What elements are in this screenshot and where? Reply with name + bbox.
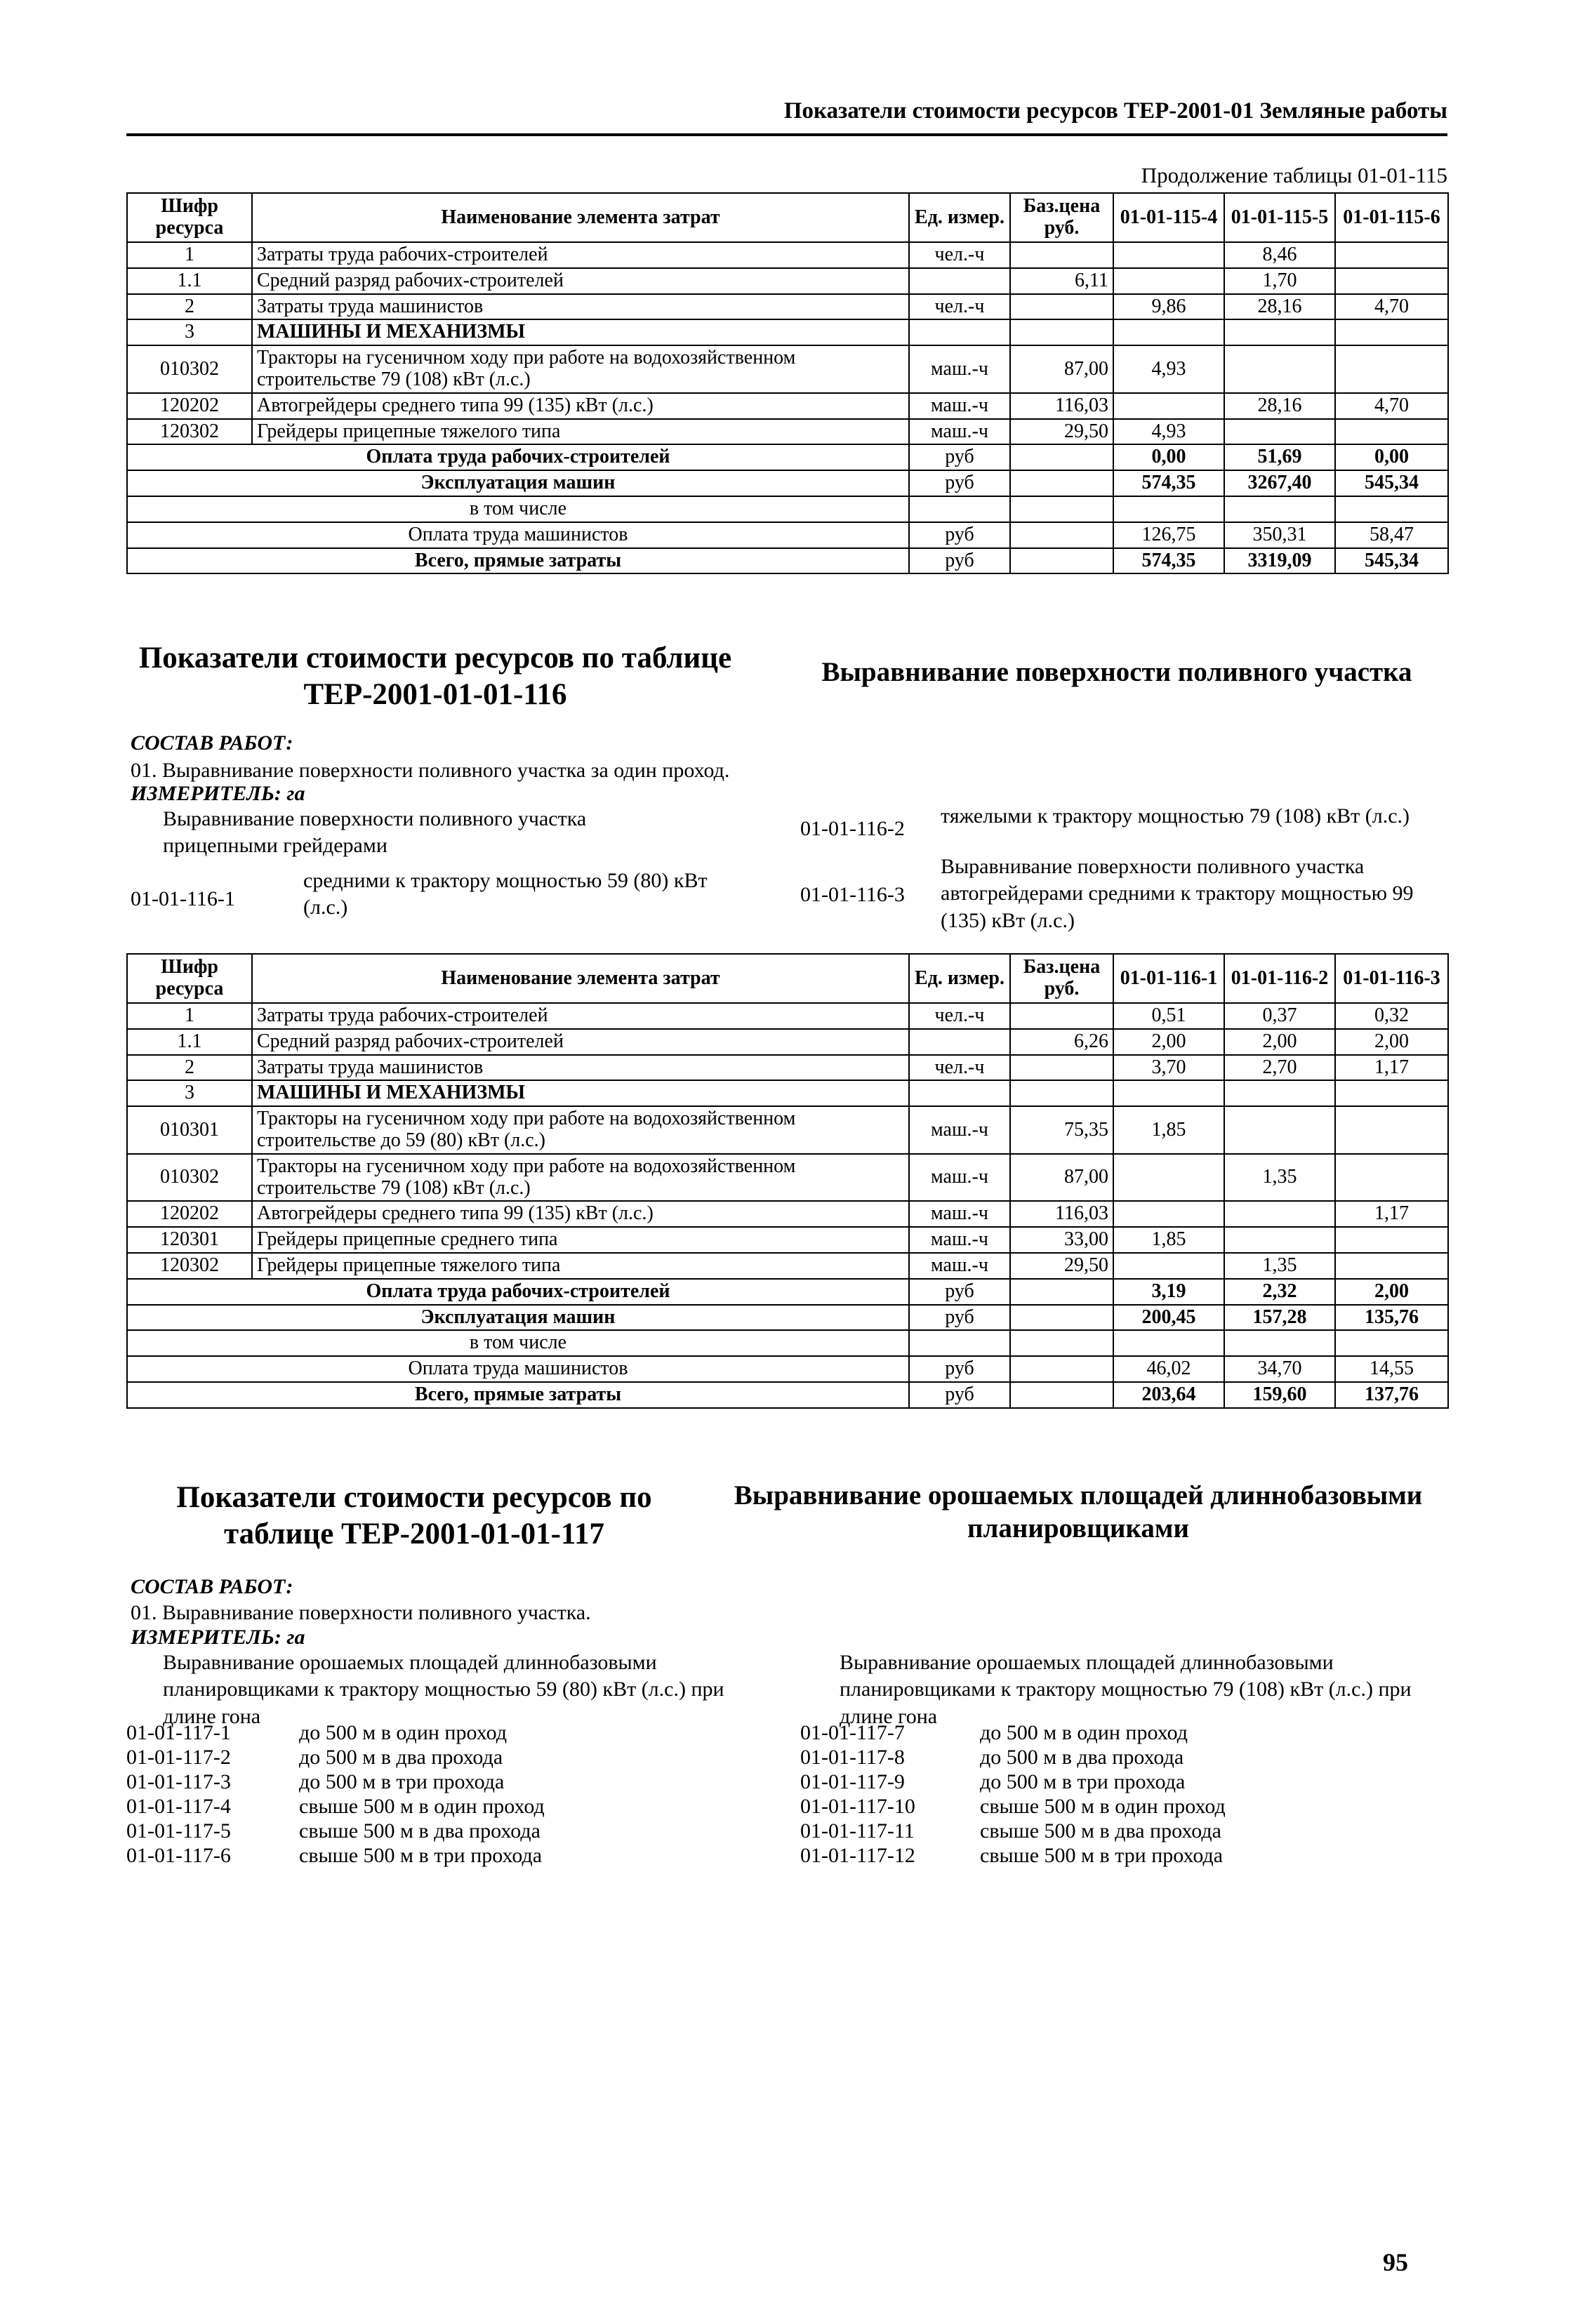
cell-value-2: 1,35 <box>1224 1154 1335 1202</box>
table-row <box>127 242 1448 268</box>
summary-label: в том числе <box>127 1330 909 1356</box>
header-price: Баз.цена руб. <box>1010 193 1113 242</box>
cell-price: 6,11 <box>1010 268 1113 294</box>
works-label: СОСТАВ РАБОТ: <box>131 731 293 755</box>
cell-price: 29,50 <box>1010 1253 1113 1279</box>
cell-unit: руб <box>909 1305 1010 1331</box>
item-description: свыше 500 м в один проход <box>980 1795 1226 1818</box>
summary-label: в том числе <box>127 496 909 522</box>
item-description: до 500 м в два прохода <box>299 1746 503 1769</box>
cell-code: 120302 <box>127 1253 252 1279</box>
summary-row <box>127 522 1448 548</box>
left-intro-117: Выравнивание орошаемых площадей длиннобазовыми планировщиками к трактору мощностью 59 (80) кВт (л.с.) при длине гона <box>163 1651 724 1728</box>
summary-label: Эксплуатация машин <box>127 470 909 496</box>
cell-price <box>1010 319 1113 345</box>
cell-code: 2 <box>127 1055 252 1081</box>
summary-row <box>127 1330 1448 1356</box>
list-item <box>800 1769 1185 1795</box>
cell-value-1: 3,19 <box>1113 1279 1224 1305</box>
summary-label: Оплата труда рабочих-строителей <box>127 444 909 470</box>
cell-price <box>1010 1055 1113 1081</box>
item-description: свыше 500 м в три прохода <box>299 1844 543 1867</box>
cell-price: 75,35 <box>1010 1106 1113 1154</box>
cell-unit: чел.-ч <box>909 1055 1010 1081</box>
cell-value-2 <box>1224 1227 1335 1253</box>
cell-value-2 <box>1224 1106 1335 1154</box>
cell-value-3 <box>1335 1106 1448 1154</box>
summary-row <box>127 548 1448 574</box>
item-code: 01-01-117-4 <box>126 1795 231 1818</box>
cell-unit: маш.-ч <box>909 1201 1010 1227</box>
cell-value-3: 0,32 <box>1335 1003 1448 1029</box>
header-col1: 01-01-116-1 <box>1113 954 1224 1003</box>
cell-value-3 <box>1335 1253 1448 1279</box>
table-header-row <box>127 193 1448 242</box>
item-code: 01-01-117-6 <box>126 1844 231 1867</box>
cell-price: 29,50 <box>1010 419 1113 445</box>
cell-value-1 <box>1113 268 1224 294</box>
cell-code: 2 <box>127 294 252 320</box>
cell-value-2: 2,70 <box>1224 1055 1335 1081</box>
resource-table-116 <box>126 953 1449 1409</box>
header-unit: Ед. измер. <box>909 193 1010 242</box>
table-row <box>127 419 1448 445</box>
cell-name: Автогрейдеры среднего типа 99 (135) кВт (л.с.) <box>252 393 909 419</box>
header-col2: 01-01-115-5 <box>1224 193 1335 242</box>
summary-row <box>127 1279 1448 1305</box>
cell-price <box>1010 1279 1113 1305</box>
summary-row <box>127 1305 1448 1331</box>
item-code: 01-01-117-12 <box>800 1844 915 1867</box>
cell-value-2 <box>1224 1330 1335 1356</box>
section-117-title: Показатели стоимости ресурсов по таблице ТЕР-2001-01-01-117 <box>176 1481 652 1551</box>
cell-value-2 <box>1224 1201 1335 1227</box>
cell-name: Автогрейдеры среднего типа 99 (135) кВт (л.с.) <box>252 1201 909 1227</box>
summary-row <box>127 470 1448 496</box>
list-item <box>126 1769 504 1795</box>
item-description: свыше 500 м в два прохода <box>980 1819 1221 1842</box>
cell-unit <box>909 496 1010 522</box>
summary-label: Всего, прямые затраты <box>127 1382 909 1408</box>
cell-name: Затраты труда рабочих-строителей <box>252 1003 909 1029</box>
cell-code: 010301 <box>127 1106 252 1154</box>
cell-price: 87,00 <box>1010 345 1113 393</box>
cell-value-3 <box>1335 1154 1448 1202</box>
cell-value-2: 0,37 <box>1224 1003 1335 1029</box>
cell-value-1: 126,75 <box>1113 522 1224 548</box>
cell-value-3: 1,17 <box>1335 1055 1448 1081</box>
cell-unit: маш.-ч <box>909 345 1010 393</box>
header-code: Шифр ресурса <box>127 954 252 1003</box>
summary-label: Всего, прямые затраты <box>127 548 909 574</box>
item-description: до 500 м в три прохода <box>299 1770 505 1793</box>
item-code: 01-01-117-8 <box>800 1746 905 1769</box>
cell-name: Средний разряд рабочих-строителей <box>252 268 909 294</box>
list-item <box>126 1720 507 1746</box>
cell-value-2 <box>1224 419 1335 445</box>
cell-name: Затраты труда машинистов <box>252 294 909 320</box>
cell-unit: руб <box>909 1279 1010 1305</box>
cell-price <box>1010 1356 1113 1382</box>
cell-price <box>1010 548 1113 574</box>
cell-unit: руб <box>909 1356 1010 1382</box>
works-item-117: 01. Выравнивание поверхности поливного участка. <box>131 1601 591 1624</box>
cell-value-2 <box>1224 496 1335 522</box>
cell-value-3 <box>1335 1080 1448 1106</box>
works-label-117: СОСТАВ РАБОТ: <box>131 1575 293 1598</box>
item-description: до 500 м в два прохода <box>980 1746 1184 1769</box>
table-row <box>127 1253 1448 1279</box>
cell-price: 87,00 <box>1010 1154 1113 1202</box>
cell-value-3 <box>1335 268 1448 294</box>
cell-price <box>1010 1003 1113 1029</box>
cell-name: Тракторы на гусеничном ходу при работе на водохозяйственном строительстве до 59 (80) кВт (л.с.) <box>252 1106 909 1154</box>
cell-unit: маш.-ч <box>909 419 1010 445</box>
cell-name: Затраты труда машинистов <box>252 1055 909 1081</box>
resource-table-115 <box>126 192 1449 574</box>
header-col3: 01-01-116-3 <box>1335 954 1448 1003</box>
table-row <box>127 294 1448 320</box>
cell-value-2: 8,46 <box>1224 242 1335 268</box>
section-116-subtitle: Выравнивание поверхности поливного участка <box>821 657 1412 687</box>
cell-value-3: 1,17 <box>1335 1201 1448 1227</box>
cell-value-1: 9,86 <box>1113 294 1224 320</box>
desc-116-2: тяжелыми к трактору мощностью 79 (108) кВт (л.с.) <box>941 804 1410 828</box>
table-row <box>127 319 1448 345</box>
cell-value-2 <box>1224 1080 1335 1106</box>
cell-value-1: 0,00 <box>1113 444 1224 470</box>
cell-price <box>1010 242 1113 268</box>
cell-code: 010302 <box>127 1154 252 1202</box>
list-item <box>126 1793 545 1820</box>
table-header-row <box>127 954 1448 1003</box>
page-number: 95 <box>1383 2248 1408 2276</box>
cell-code: 120202 <box>127 1201 252 1227</box>
cell-price <box>1010 470 1113 496</box>
works-item: 01. Выравнивание поверхности поливного участка за один проход. <box>131 759 730 782</box>
cell-value-3 <box>1335 242 1448 268</box>
cell-unit: маш.-ч <box>909 1253 1010 1279</box>
cell-name: Средний разряд рабочих-строителей <box>252 1029 909 1055</box>
cell-code: 3 <box>127 1080 252 1106</box>
list-item <box>800 1842 1223 1869</box>
cell-unit: руб <box>909 470 1010 496</box>
cell-value-2: 51,69 <box>1224 444 1335 470</box>
cell-code: 1 <box>127 242 252 268</box>
cell-unit: чел.-ч <box>909 294 1010 320</box>
cell-name: Затраты труда рабочих-строителей <box>252 242 909 268</box>
desc-116-1: средними к трактору мощностью 59 (80) кВт (л.с.) <box>303 869 708 919</box>
code-116-3: 01-01-116-3 <box>800 883 905 906</box>
cell-unit: маш.-ч <box>909 1106 1010 1154</box>
cell-unit <box>909 319 1010 345</box>
item-description: до 500 м в один проход <box>980 1721 1188 1744</box>
cell-code: 010302 <box>127 345 252 393</box>
section-116-title: Показатели стоимости ресурсов по таблице ТЕР-2001-01-01-116 <box>138 642 732 711</box>
cell-value-1: 0,51 <box>1113 1003 1224 1029</box>
cell-value-3 <box>1335 419 1448 445</box>
page-header-title: Показатели стоимости ресурсов ТЕР-2001-01 Земляные работы <box>783 98 1447 124</box>
cell-price: 6,26 <box>1010 1029 1113 1055</box>
item-code: 01-01-117-9 <box>800 1770 905 1793</box>
meter-label: ИЗМЕРИТЕЛЬ: га <box>131 782 305 805</box>
item-code: 01-01-117-1 <box>126 1721 231 1744</box>
item-description: свыше 500 м в два прохода <box>299 1819 541 1842</box>
cell-price: 116,03 <box>1010 393 1113 419</box>
cell-value-3 <box>1335 345 1448 393</box>
cell-value-1: 1,85 <box>1113 1227 1224 1253</box>
cell-unit: руб <box>909 548 1010 574</box>
cell-unit: чел.-ч <box>909 242 1010 268</box>
header-rule <box>126 133 1447 136</box>
cell-unit: маш.-ч <box>909 1154 1010 1202</box>
cell-code: 1 <box>127 1003 252 1029</box>
cell-price <box>1010 496 1113 522</box>
list-item <box>800 1744 1184 1771</box>
header-name: Наименование элемента затрат <box>252 954 909 1003</box>
section-117-subtitle: Выравнивание орошаемых площадей длиннобазовыми планировщиками <box>734 1480 1423 1543</box>
cell-price <box>1010 1080 1113 1106</box>
cell-value-1 <box>1113 393 1224 419</box>
item-description: до 500 м в три прохода <box>980 1770 1186 1793</box>
list-item <box>126 1842 542 1869</box>
header-price: Баз.цена руб. <box>1010 954 1113 1003</box>
list-item <box>800 1818 1221 1845</box>
cell-value-1 <box>1113 496 1224 522</box>
cell-value-2: 3319,09 <box>1224 548 1335 574</box>
cell-value-1 <box>1113 1253 1224 1279</box>
table-row <box>127 1201 1448 1227</box>
cell-code: 1.1 <box>127 268 252 294</box>
cell-value-3 <box>1335 1330 1448 1356</box>
cell-name: Тракторы на гусеничном ходу при работе на водохозяйственном строительстве 79 (108) кВт (л.с.) <box>252 1154 909 1202</box>
cell-name: Тракторы на гусеничном ходу при работе на водохозяйственном строительстве 79 (108) кВт (л.с.) <box>252 345 909 393</box>
cell-value-1: 574,35 <box>1113 470 1224 496</box>
table-row <box>127 1080 1448 1106</box>
cell-value-1 <box>1113 1201 1224 1227</box>
cell-price <box>1010 1305 1113 1331</box>
cell-name: Грейдеры прицепные тяжелого типа <box>252 419 909 445</box>
item-description: свыше 500 м в один проход <box>299 1795 545 1818</box>
cell-value-2 <box>1224 345 1335 393</box>
header-col3: 01-01-115-6 <box>1335 193 1448 242</box>
summary-row <box>127 444 1448 470</box>
cell-value-1: 574,35 <box>1113 548 1224 574</box>
list-item <box>800 1720 1188 1746</box>
cell-value-2: 34,70 <box>1224 1356 1335 1382</box>
cell-value-3: 4,70 <box>1335 393 1448 419</box>
cell-unit <box>909 268 1010 294</box>
table-row <box>127 1029 1448 1055</box>
cell-unit: чел.-ч <box>909 1003 1010 1029</box>
cell-code: 120302 <box>127 419 252 445</box>
cell-value-3: 545,34 <box>1335 548 1448 574</box>
table-row <box>127 1154 1448 1202</box>
cell-value-1 <box>1113 319 1224 345</box>
cell-value-3: 58,47 <box>1335 522 1448 548</box>
cell-value-1: 2,00 <box>1113 1029 1224 1055</box>
summary-label: Оплата труда рабочих-строителей <box>127 1279 909 1305</box>
cell-code: 3 <box>127 319 252 345</box>
item-code: 01-01-117-7 <box>800 1721 905 1744</box>
table-row <box>127 393 1448 419</box>
cell-price: 33,00 <box>1010 1227 1113 1253</box>
summary-label: Эксплуатация машин <box>127 1305 909 1331</box>
list-item <box>800 1793 1226 1820</box>
table-row <box>127 1106 1448 1154</box>
cell-code: 120202 <box>127 393 252 419</box>
meter-label-117: ИЗМЕРИТЕЛЬ: га <box>131 1626 305 1649</box>
table-continuation-note: Продолжение таблицы 01-01-115 <box>1141 163 1447 187</box>
header-name: Наименование элемента затрат <box>252 193 909 242</box>
cell-value-1 <box>1113 1154 1224 1202</box>
cell-value-1: 203,64 <box>1113 1382 1224 1408</box>
cell-value-3 <box>1335 319 1448 345</box>
list-item <box>126 1744 503 1771</box>
table-row <box>127 1003 1448 1029</box>
cell-unit: руб <box>909 1382 1010 1408</box>
cell-value-3: 0,00 <box>1335 444 1448 470</box>
item-code: 01-01-117-5 <box>126 1819 231 1842</box>
cell-unit: руб <box>909 444 1010 470</box>
cell-value-3 <box>1335 496 1448 522</box>
cell-value-2: 350,31 <box>1224 522 1335 548</box>
cell-unit: маш.-ч <box>909 393 1010 419</box>
summary-label: Оплата труда машинистов <box>127 1356 909 1382</box>
cell-value-2 <box>1224 319 1335 345</box>
cell-name: Грейдеры прицепные среднего типа <box>252 1227 909 1253</box>
desc-116-3: Выравнивание поверхности поливного участка автогрейдерами средними к трактору мощностью 99 (135) кВт (л.с.) <box>941 855 1414 932</box>
cell-value-3 <box>1335 1227 1448 1253</box>
table-row <box>127 1227 1448 1253</box>
header-unit: Ед. измер. <box>909 954 1010 1003</box>
cell-value-2: 28,16 <box>1224 393 1335 419</box>
table-row <box>127 268 1448 294</box>
cell-value-3: 2,00 <box>1335 1279 1448 1305</box>
cell-price <box>1010 522 1113 548</box>
header-col1: 01-01-115-4 <box>1113 193 1224 242</box>
cell-value-3: 135,76 <box>1335 1305 1448 1331</box>
cell-unit: маш.-ч <box>909 1227 1010 1253</box>
summary-row <box>127 1382 1448 1408</box>
header-col2: 01-01-116-2 <box>1224 954 1335 1003</box>
cell-value-1 <box>1113 1330 1224 1356</box>
method-intro: Выравнивание поверхности поливного участка прицепными грейдерами <box>163 807 587 858</box>
cell-value-2: 28,16 <box>1224 294 1335 320</box>
cell-value-1 <box>1113 1080 1224 1106</box>
cell-name: МАШИНЫ И МЕХАНИЗМЫ <box>252 1080 909 1106</box>
cell-unit <box>909 1330 1010 1356</box>
item-code: 01-01-117-3 <box>126 1770 231 1793</box>
cell-value-2: 1,70 <box>1224 268 1335 294</box>
cell-value-2: 2,32 <box>1224 1279 1335 1305</box>
code-116-2: 01-01-116-2 <box>800 817 905 840</box>
cell-value-1: 200,45 <box>1113 1305 1224 1331</box>
cell-unit: руб <box>909 522 1010 548</box>
cell-value-3: 137,76 <box>1335 1382 1448 1408</box>
summary-label: Оплата труда машинистов <box>127 522 909 548</box>
cell-value-2: 3267,40 <box>1224 470 1335 496</box>
cell-price <box>1010 1382 1113 1408</box>
table-row <box>127 1055 1448 1081</box>
cell-value-1 <box>1113 242 1224 268</box>
header-code: Шифр ресурса <box>127 193 252 242</box>
cell-code: 120301 <box>127 1227 252 1253</box>
cell-name: Грейдеры прицепные тяжелого типа <box>252 1253 909 1279</box>
cell-value-1: 3,70 <box>1113 1055 1224 1081</box>
cell-code: 1.1 <box>127 1029 252 1055</box>
cell-value-2: 1,35 <box>1224 1253 1335 1279</box>
item-description: до 500 м в один проход <box>299 1721 507 1744</box>
cell-value-3: 545,34 <box>1335 470 1448 496</box>
code-116-1: 01-01-116-1 <box>131 887 235 910</box>
item-code: 01-01-117-10 <box>800 1795 915 1818</box>
cell-price <box>1010 1330 1113 1356</box>
cell-value-1: 1,85 <box>1113 1106 1224 1154</box>
cell-value-2: 157,28 <box>1224 1305 1335 1331</box>
table-row <box>127 345 1448 393</box>
right-intro-117: Выравнивание орошаемых площадей длиннобазовыми планировщиками к трактору мощностью 79 (108) кВт (л.с.) при длине гона <box>840 1651 1412 1728</box>
item-code: 01-01-117-11 <box>800 1819 915 1842</box>
cell-price: 116,03 <box>1010 1201 1113 1227</box>
cell-value-2: 159,60 <box>1224 1382 1335 1408</box>
list-item <box>126 1818 541 1845</box>
cell-value-3: 4,70 <box>1335 294 1448 320</box>
cell-price <box>1010 444 1113 470</box>
cell-unit <box>909 1080 1010 1106</box>
cell-value-3: 2,00 <box>1335 1029 1448 1055</box>
cell-value-2: 2,00 <box>1224 1029 1335 1055</box>
cell-name: МАШИНЫ И МЕХАНИЗМЫ <box>252 319 909 345</box>
summary-row <box>127 1356 1448 1382</box>
item-description: свыше 500 м в три прохода <box>980 1844 1224 1867</box>
cell-price <box>1010 294 1113 320</box>
cell-value-3: 14,55 <box>1335 1356 1448 1382</box>
item-code: 01-01-117-2 <box>126 1746 231 1769</box>
cell-value-1: 46,02 <box>1113 1356 1224 1382</box>
summary-row <box>127 496 1448 522</box>
cell-value-1: 4,93 <box>1113 345 1224 393</box>
cell-value-1: 4,93 <box>1113 419 1224 445</box>
cell-unit <box>909 1029 1010 1055</box>
